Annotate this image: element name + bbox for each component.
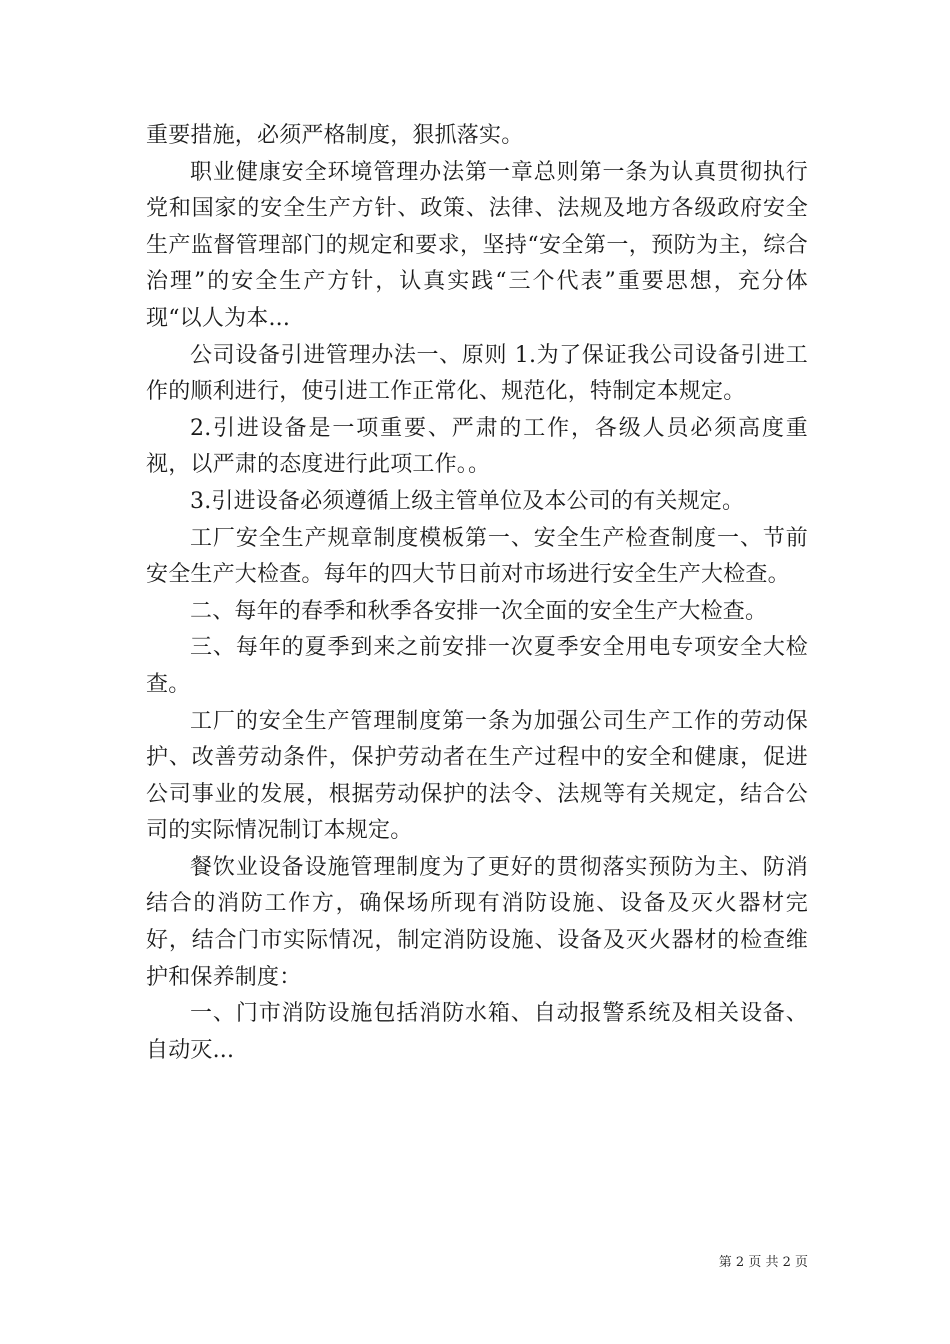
paragraph: 3.引进设备必须遵循上级主管单位及本公司的有关规定。: [190, 488, 745, 514]
paragraph: 二、每年的春季和秋季各安排一次全面的安全生产大检查。: [190, 598, 768, 624]
page-number: 第 2 页 共 2 页: [718, 1255, 808, 1270]
paragraph: 重要措施，必须严格制度，狠抓落实。: [146, 123, 524, 148]
document-body: [146, 118, 808, 1069]
paragraph: 工厂安全生产规章制度模板第一、安全生产检查制度一、节前安全生产大检查。每年的四大节日前对市场进行安全生产大检查。: [146, 525, 808, 588]
paragraph: 2.引进设备是一项重要、严肃的工作，各级人员必须高度重视，以严肃的态度进行此项工作。。: [146, 415, 808, 478]
paragraph: 工厂的安全生产管理制度第一条为加强公司生产工作的劳动保护、改善劳动条件，保护劳动者在生产过程中的安全和健康，促进公司事业的发展，根据劳动保护的法令、法规等有关规定，结合公司的实际情况制订本规定。: [146, 708, 808, 844]
paragraph: 餐饮业设备设施管理制度为了更好的贯彻落实预防为主、防消结合的消防工作方，确保场所现有消防设施、设备及灭火器材完好，结合门市实际情况，制定消防设施、设备及灭火器材的检查维护和保养制度：: [146, 854, 808, 990]
paragraph: 职业健康安全环境管理办法第一章总则第一条为认真贯彻执行党和国家的安全生产方针、政策、法律、法规及地方各级政府安全生产监督管理部门的规定和要求，坚持“安全第一，预防为主，综合治理”的安全生产方针，认真实践“三个代表”重要思想，充分体现“以人为本...: [146, 159, 808, 331]
paragraph: 三、每年的夏季到来之前安排一次夏季安全用电专项安全大检查。: [146, 635, 808, 697]
paragraph: 公司设备引进管理办法一、原则 1.为了保证我公司设备引进工作的顺利进行，使引进工作正常化、规范化，特制定本规定。: [146, 342, 808, 405]
paragraph: 一、门市消防设施包括消防水箱、自动报警系统及相关设备、自动灭...: [146, 1001, 808, 1063]
